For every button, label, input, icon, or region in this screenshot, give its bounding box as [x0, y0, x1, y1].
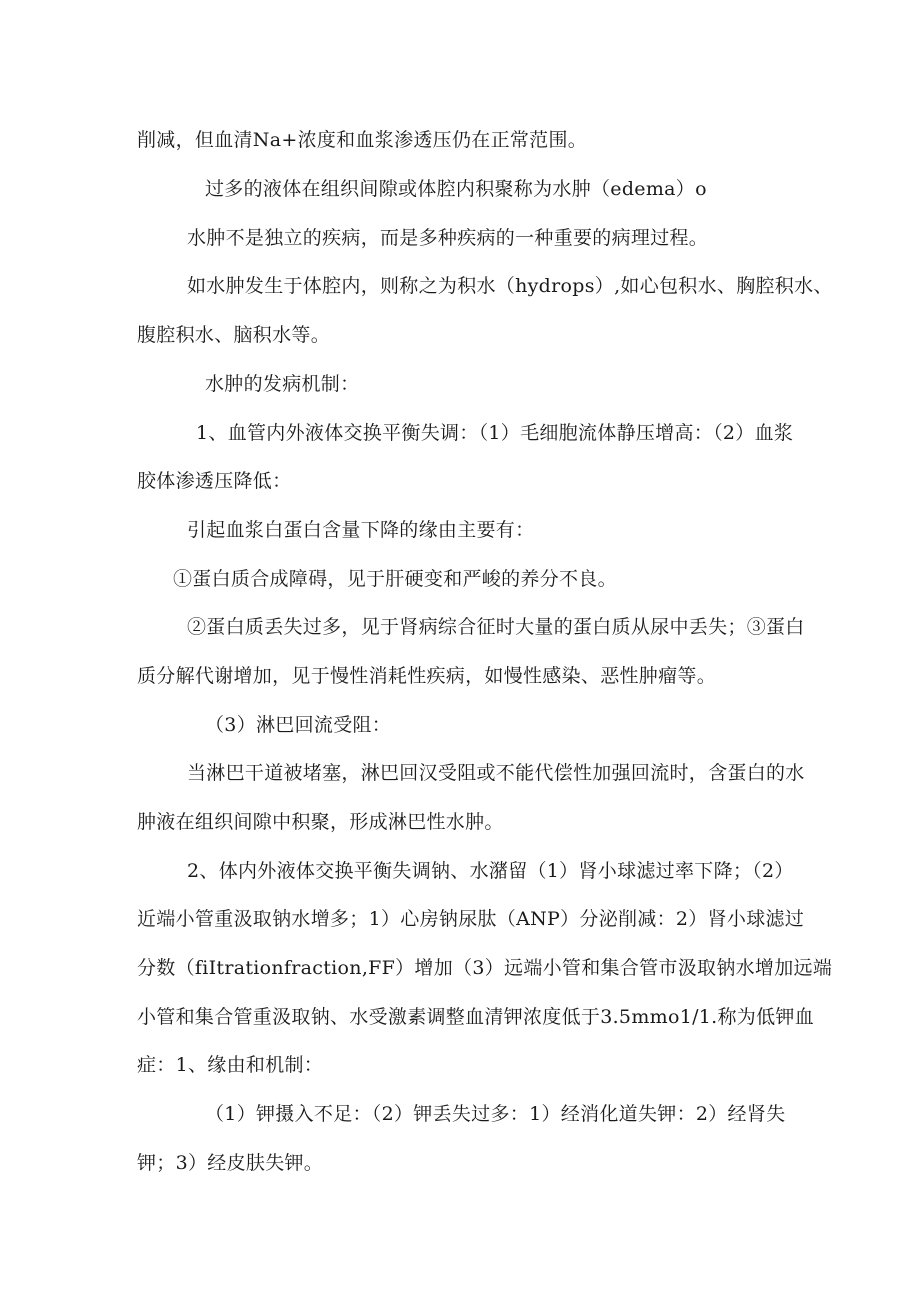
text-line-20: 症：1、缘由和机制： — [137, 1054, 324, 1076]
text-line-5: 腹腔积水、脑积水等。 — [137, 324, 331, 346]
text-line-17: 近端小管重汲取钠水增多；1）心房钠尿肽（ANP）分泌削减：2）肾小球滤过 — [137, 908, 805, 930]
text-line-11: ②蛋白质丢失过多，见于肾病综合征时大量的蛋白质从尿中丢失；③蛋白 — [187, 616, 805, 638]
text-line-8: 胶体渗透压降低： — [137, 470, 292, 492]
text-line-1: 削减，但血清Na+浓度和血浆渗透压仍在正常范围。 — [137, 129, 588, 151]
text-line-10: ①蛋白质合成障碍，见于肝硬变和严峻的养分不良。 — [173, 568, 617, 590]
text-line-2: 过多的液体在组织间隙或体腔内积聚称为水肿（edema）o — [205, 178, 707, 200]
text-line-18: 分数（fiItrationfraction,FF）增加（3）远端小管和集合管市汲取钠水增加远端 — [137, 957, 833, 979]
text-line-7: 1、血管内外液体交换平衡失调：（1）毛细胞流体静压增高：（2）血浆 — [196, 422, 794, 444]
text-line-19: 小管和集合管重汲取钠、水受激素调整血清钾浓度低于3.5mmo1∕1.称为低钾血 — [137, 1006, 815, 1028]
text-line-13: （3）淋巴回流受阻： — [205, 714, 392, 736]
text-line-16: 2、体内外液体交换平衡失调钠、水潴留（1）肾小球滤过率下降；（2） — [187, 860, 794, 882]
text-line-12: 质分解代谢增加，见于慢性消耗性疾病，如慢性感染、恶性肿瘤等。 — [137, 665, 717, 687]
text-line-4: 如水肿发生于体腔内，则称之为积水（hydrops）,如心包积水、胸腔积水、 — [187, 275, 833, 297]
text-line-3: 水肿不是独立的疾病，而是多种疾病的一种重要的病理过程。 — [187, 227, 709, 249]
text-line-22: 钾；3）经皮肤失钾。 — [137, 1152, 324, 1174]
text-line-14: 当淋巴干道被堵塞，淋巴回汉受阻或不能代偿性加强回流时，含蛋白的水 — [187, 762, 805, 784]
text-line-15: 肿液在组织间隙中积聚，形成淋巴性水肿。 — [137, 811, 504, 833]
text-line-21: （1）钾摄入不足：（2）钾丢失过多：1）经消化道失钾：2）经肾失 — [205, 1103, 786, 1125]
section-heading: 水肿的发病机制： — [205, 373, 360, 395]
text-line-9: 引起血浆白蛋白含量下降的缘由主要有： — [187, 519, 535, 541]
